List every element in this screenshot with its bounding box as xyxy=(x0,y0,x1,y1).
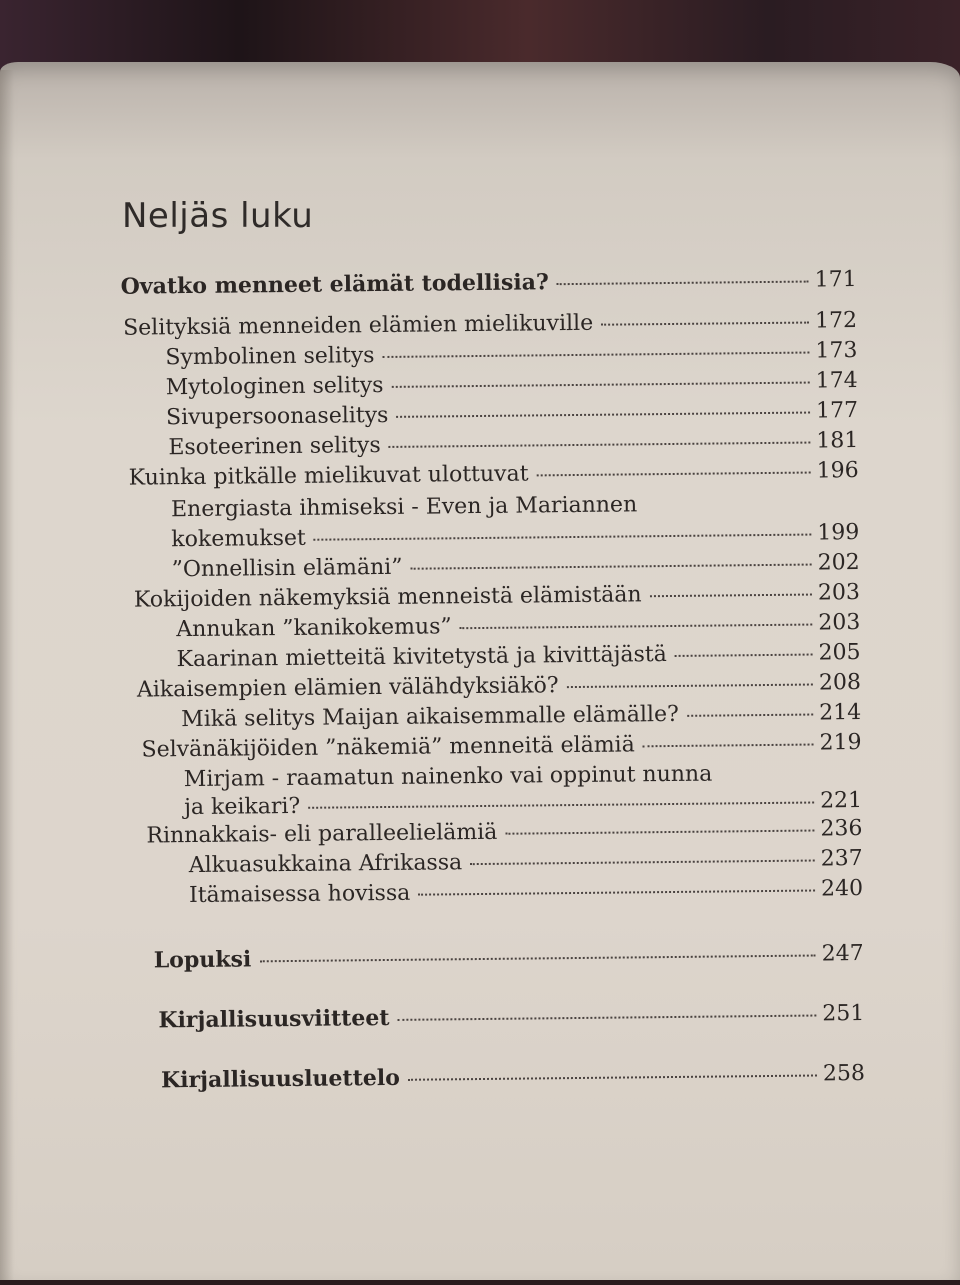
dot-leader xyxy=(314,534,812,541)
toc-page-number: 208 xyxy=(818,670,862,696)
toc-entry xyxy=(158,1000,864,1033)
dot-leader xyxy=(391,382,809,388)
toc-entry xyxy=(141,730,861,763)
toc-entry-label: ”Onnellisin elämäni” xyxy=(171,554,403,583)
toc-entry-label: Esoteerinen selitys xyxy=(168,433,381,461)
toc-entry xyxy=(176,610,860,642)
dot-leader xyxy=(396,412,810,418)
toc-entry-label: Symbolinen selitys xyxy=(165,343,375,371)
toc-entry xyxy=(165,338,857,370)
toc-entry xyxy=(123,308,857,341)
toc-entry-label-line1: Mirjam - raamatun nainenko vai oppinut nunna xyxy=(183,761,713,793)
toc-entry-label: Sivupersoonaselitys xyxy=(165,402,389,431)
toc-entry xyxy=(168,428,858,460)
dot-leader xyxy=(470,860,815,866)
toc-entry xyxy=(171,520,859,552)
toc-entry xyxy=(184,788,862,820)
chapter-title: Neljäs luku xyxy=(122,196,314,236)
toc-entry xyxy=(176,640,860,672)
dot-leader xyxy=(601,322,809,326)
dot-leader xyxy=(259,955,815,963)
toc-page-number: 199 xyxy=(817,520,860,546)
dot-leader xyxy=(505,830,814,835)
toc-entry-label: Mikä selitys Maijan aikaisemmalle elämälle? xyxy=(181,701,679,733)
dot-leader xyxy=(389,442,811,448)
toc-entry-label: Selvänäkijöiden ”näkemiä” menneitä elämiä xyxy=(141,732,635,763)
toc-entry xyxy=(161,1060,865,1093)
toc-page-number: 174 xyxy=(815,368,858,394)
toc-page-number: 237 xyxy=(820,846,863,872)
toc-entry xyxy=(181,700,861,732)
toc-entry-label: ja keikari? xyxy=(184,793,301,821)
toc-entry-label: Kokijoiden näkemyksiä menneistä elämistään xyxy=(133,582,642,613)
toc-page-number: 221 xyxy=(819,788,863,814)
toc-page-number: 172 xyxy=(814,308,858,334)
dot-leader xyxy=(643,744,814,748)
toc-page-number: 196 xyxy=(816,458,859,484)
dot-leader xyxy=(397,1015,816,1021)
toc-entry xyxy=(146,816,862,848)
toc-page-number: 251 xyxy=(822,1000,865,1027)
toc-page-number: 205 xyxy=(818,640,861,666)
toc-entry-label-line1: Energiasta ihmiseksi - Even ja Mariannen xyxy=(170,492,638,523)
toc-entry xyxy=(129,458,859,491)
dot-leader xyxy=(383,352,810,358)
dot-leader xyxy=(567,684,813,689)
toc-page-number: 240 xyxy=(820,876,864,902)
dot-leader xyxy=(650,594,812,598)
toc-entry xyxy=(189,846,863,878)
toc-entry xyxy=(172,550,860,582)
dot-leader xyxy=(418,890,815,896)
toc-entry xyxy=(134,580,860,613)
toc-entry-label: Kirjallisuusviitteet xyxy=(158,1004,390,1034)
toc-page-number: 247 xyxy=(821,941,864,967)
dot-leader xyxy=(308,802,814,809)
dot-leader xyxy=(537,472,811,477)
toc-entry-label: Alkuasukkaina Afrikassa xyxy=(188,850,463,879)
toc-page-number: 203 xyxy=(818,610,861,636)
dot-leader xyxy=(411,564,812,570)
toc-page-number: 202 xyxy=(817,550,860,576)
toc-entry-label: Aikaisempien elämien välähdyksiäkö? xyxy=(136,673,559,703)
toc-entry-label: Lopuksi xyxy=(153,946,252,974)
toc-entry-label: Rinnakkais- eli paralleelielämiä xyxy=(146,819,498,849)
toc-page-number: 173 xyxy=(815,338,858,364)
toc-entry xyxy=(166,398,858,430)
toc-entry-label: Kirjallisuusluettelo xyxy=(160,1064,400,1094)
dot-leader xyxy=(460,624,813,630)
toc-entry-label: Ovatko menneet elämät todellisia? xyxy=(120,269,549,300)
toc-entry-label: Mytologinen selitys xyxy=(165,372,384,401)
toc-entry-label: Kuinka pitkälle mielikuvat ulottuvat xyxy=(128,461,529,491)
toc-page-number: 177 xyxy=(815,398,859,424)
toc-page-number: 203 xyxy=(817,580,861,606)
toc-entry xyxy=(137,670,861,703)
toc-entry xyxy=(121,266,857,300)
toc-entry xyxy=(166,368,858,400)
toc-page-number: 214 xyxy=(819,700,862,726)
toc-page-number: 219 xyxy=(819,730,862,756)
toc-entry-label: Selityksiä menneiden elämien mielikuville xyxy=(123,310,594,341)
toc-page-number: 171 xyxy=(814,267,857,293)
toc-page-number: 181 xyxy=(816,428,859,454)
toc-entry xyxy=(189,876,863,908)
dot-leader xyxy=(408,1074,817,1080)
toc-entry-label: kokemukset xyxy=(171,525,306,553)
dot-leader xyxy=(687,714,813,717)
toc-entry xyxy=(154,940,864,973)
toc-entry-label: Itämaisessa hovissa xyxy=(188,880,411,909)
toc-page-number: 236 xyxy=(820,816,863,842)
dot-leader xyxy=(557,281,809,286)
toc-page-number: 258 xyxy=(822,1060,866,1087)
toc-entry-label: Kaarinan mietteitä kivitetystä ja kivittäjästä xyxy=(176,642,667,673)
dot-leader xyxy=(675,654,813,657)
toc-entry-label: Annukan ”kanikokemus” xyxy=(176,614,452,643)
